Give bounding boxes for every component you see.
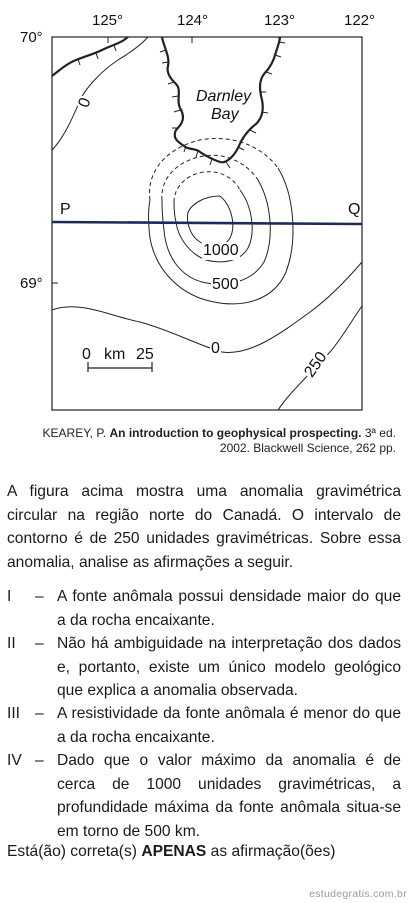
question-suffix: as afirmação(ões) [210,843,336,860]
statement-text: Dado que o valor máximo da anomalia é de cerca de 1000 unidades gravimétricas, a profundidade máxima da fonte anômala situa-se em torno de 500 km. [57,752,401,840]
statement-number: IV [7,752,22,769]
contour-label-1000: 1000 [203,242,239,259]
caption-line-1 [0,426,396,441]
statement-number: III [7,705,20,722]
longitude-tick-122: 122° [344,12,376,29]
profile-line-pq [52,222,362,224]
contour-label-250: 250 [301,348,331,381]
statement-dash: – [35,635,44,652]
caption-author: KEAREY, P. [42,426,107,440]
latitude-tick-69: 69° [20,275,43,292]
statement-i [7,585,401,633]
profile-label-p: P [60,201,71,218]
statement-iii [7,702,401,750]
longitude-tick-124: 124° [177,12,209,29]
caption-edition: 3ª ed. [364,426,396,440]
caption-title: An introduction to geophysical prospecting. [109,426,362,440]
scale-label-end: 25 [136,346,154,363]
statement-dash: – [35,588,44,605]
statement-number: I [7,588,12,605]
scale-label-unit: km [104,346,126,363]
contour-label-500: 500 [212,276,239,293]
caption-line-2: 2002. Blackwell Science, 262 pp. [219,441,396,455]
question-stem [7,843,335,861]
contour-label-0-west: 0 [75,95,95,110]
statement-text: A fonte anômala possui densidade maior do que a da rocha encaixante. [57,588,401,629]
statement-text: Não há ambiguidade na interpretação dos dados e, portanto, existe um único modelo geológico que explica a anomalia observada. [57,635,401,699]
statement-number: II [7,635,16,652]
statement-text: A resistividade da fonte anômala é menor do que a da rocha encaixante. [57,705,401,746]
figure-caption [0,426,396,456]
place-name-darnley: Darnley [196,88,252,105]
site-watermark: estudegratis.com.br [309,888,407,900]
coast-hachures [78,42,285,168]
contour-label-0-south: 0 [211,340,220,357]
intro-paragraph: A figura acima mostra uma anomalia gravimétrica circular na região norte do Canadá. O intervalo de contorno é de 250 unidades gravimétricas. Sobre essa anomalia, analise as afirmações a seguir. [7,483,401,571]
longitude-tick-125: 125° [92,12,124,29]
statement-ii [7,632,401,704]
profile-label-q: Q [348,201,361,218]
statement-iv [7,749,401,840]
statement-dash: – [35,752,44,769]
latitude-tick-70: 70° [20,29,43,46]
place-name-bay: Bay [211,106,239,123]
scale-label-zero: 0 [82,346,91,363]
question-prefix: Está(ão) correta(s) [7,843,137,860]
statement-dash: – [35,705,44,722]
question-bold: APENAS [141,843,207,860]
longitude-tick-123: 123° [264,12,296,29]
